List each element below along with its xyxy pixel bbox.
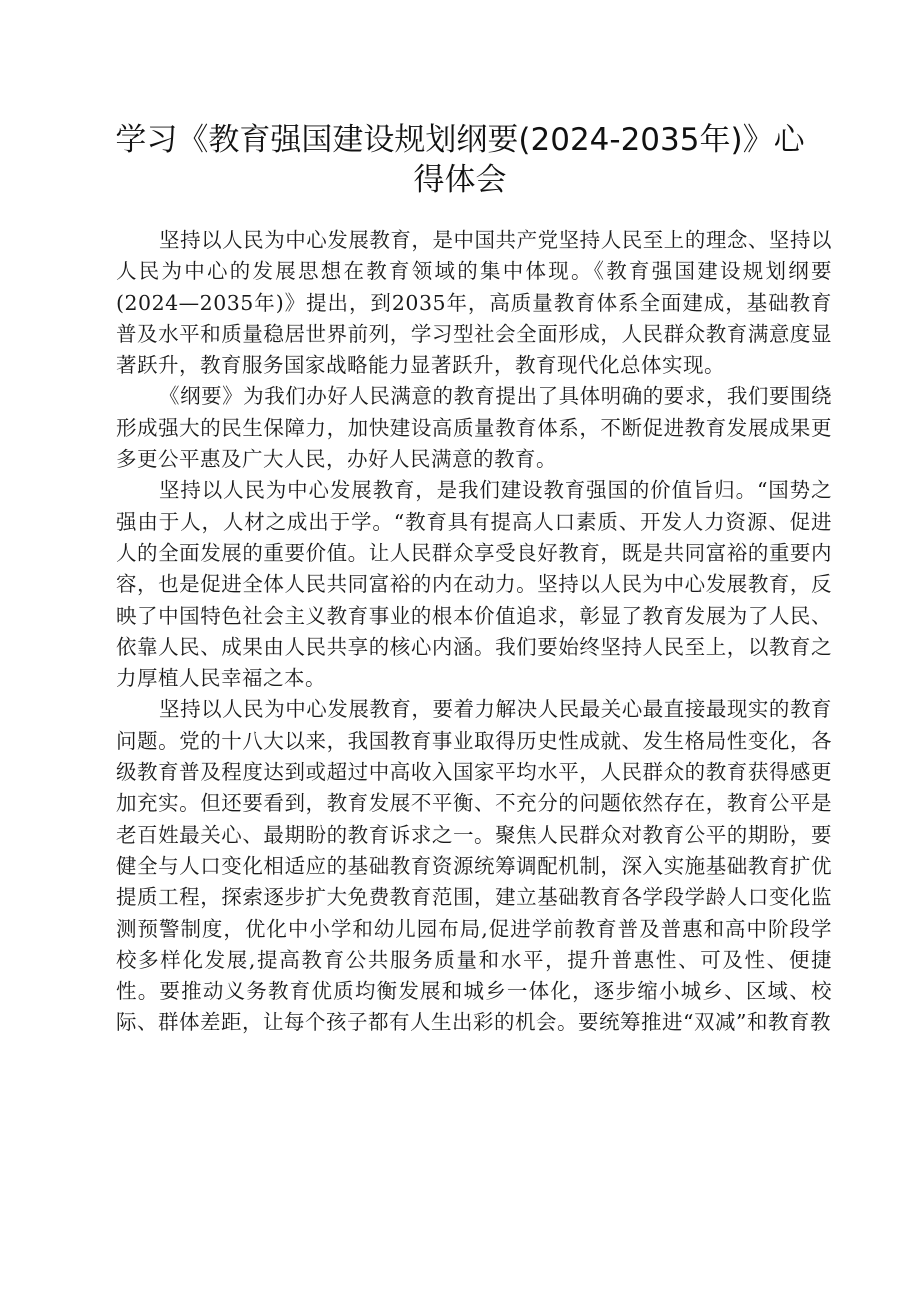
document-body [116,225,832,1039]
paragraph-2: 《纲要》为我们办好人民满意的教育提出了具体明确的要求，我们要围绕形成强大的民生保障力，加快建设高质量教育体系，不断促进教育发展成果更多更公平惠及广大人民，办好人民满意的教育。 [116,384,832,472]
paragraph-3: 坚持以人民为中心发展教育，是我们建设教育强国的价值旨归。“国势之强由于人，人材之成出于学。“教育具有提高人口素质、开发人力资源、促进人的全面发展的重要价值。让人民群众享受良好教育，既是共同富裕的重要内容，也是促进全体人民共同富裕的内在动力。坚持以人民为中心发展教育，反映了中国特色社会主义教育事业的根本价值追求，彰显了教育发展为了人民、依靠人民、成果由人民共享的核心内涵。我们要始终坚持人民至上，以教育之力厚植人民幸福之本。 [116,478,832,691]
document-title: 学习《教育强国建设规划纲要(2024-2035年)》心得体会 [115,122,805,198]
paragraph-1: 坚持以人民为中心发展教育，是中国共产党坚持人民至上的理念、坚持以人民为中心的发展思想在教育领域的集中体现。《教育强国建设规划纲要(2024—2035年)》提出，到2035年，高质量教育体系全面建成，基础教育普及水平和质量稳居世界前列，学习型社会全面形成，人民群众教育满意度显著跃升，教育服务国家战略能力显著跃升，教育现代化总体实现。 [116,228,832,378]
paragraph-4: 坚持以人民为中心发展教育，要着力解决人民最关心最直接最现实的教育问题。党的十八大以来，我国教育事业取得历史性成就、发生格局性变化，各级教育普及程度达到或超过中高收入国家平均水平，人民群众的教育获得感更加充实。但还要看到，教育发展不平衡、不充分的问题依然存在，教育公平是老百姓最关心、最期盼的教育诉求之一。聚焦人民群众对教育公平的期盼，要健全与人口变化相适应的基础教育资源统筹调配机制，深入实施基础教育扩优提质工程，探索逐步扩大免费教育范围，建立基础教育各学段学龄人口变化监测预警制度，优化中小学和幼儿园布局,促进学前教育普及普惠和高中阶段学校多样化发展,提高教育公共服务质量和水平，提升普惠性、可及性、便捷性。要推动义务教育优质均衡发展和城乡一体化，逐步缩小城乡、区域、校际、群体差距，让每个孩子都有人生出彩的机会。要统筹推进“双减”和教育教 [116,697,832,1035]
